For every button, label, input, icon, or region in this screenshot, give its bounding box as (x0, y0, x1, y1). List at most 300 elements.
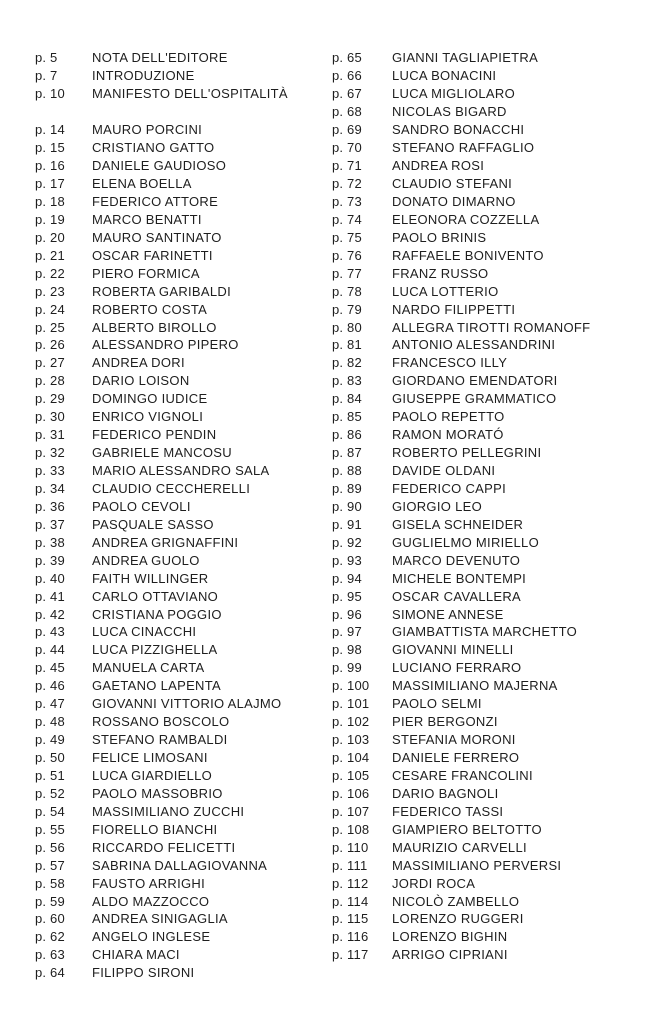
toc-entry-name: FELICE LIMOSANI (92, 750, 208, 766)
toc-entry-page-number: p. 50 (35, 750, 65, 766)
toc-entry-page-number: p. 70 (332, 140, 362, 156)
toc-entry-page-number: p. 71 (332, 158, 362, 174)
toc-entry-name: ANDREA DORI (92, 355, 185, 371)
toc-entry-page-number: p. 102 (332, 714, 370, 730)
toc-entry (35, 802, 288, 820)
toc-entry-page-number: p. 17 (35, 176, 65, 192)
toc-entry (35, 85, 288, 103)
toc-entry-page-number: p. 65 (332, 50, 362, 66)
toc-entry-name: GIOVANNI VITTORIO ALAJMO (92, 696, 282, 712)
toc-entry-page-number: p. 86 (332, 427, 362, 443)
toc-entry-page-number: p. 83 (332, 373, 362, 389)
toc-entry-page-number: p. 73 (332, 193, 362, 209)
toc-entry-page-number: p. 97 (332, 624, 362, 640)
toc-entry-name: LUCA PIZZIGHELLA (92, 642, 218, 658)
toc-entry-page-number: p. 93 (332, 552, 362, 568)
toc-entry-name: PIERO FORMICA (92, 265, 200, 281)
toc-entry-page-number: p. 78 (332, 283, 362, 299)
toc-entry (35, 874, 288, 892)
toc-entry-page-number: p. 81 (332, 337, 362, 353)
toc-entry-page-number: p. 89 (332, 480, 362, 496)
toc-entry (35, 210, 288, 228)
toc-entry (332, 246, 590, 264)
toc-entry (332, 426, 590, 444)
toc-entry-name: MARCO BENATTI (92, 211, 202, 227)
toc-entry (35, 910, 288, 928)
toc-entry (35, 300, 288, 318)
toc-entry-page-number: p. 101 (332, 696, 370, 712)
toc-entry (332, 515, 590, 533)
toc-entry (332, 228, 590, 246)
toc-entry-page-number: p. 100 (332, 678, 370, 694)
toc-entry (35, 838, 288, 856)
toc-entry-name: RAMON MORATÓ (392, 427, 504, 443)
toc-entry-name: DAVIDE OLDANI (392, 463, 496, 479)
toc-entry (332, 731, 590, 749)
toc-entry (332, 784, 590, 802)
toc-entry (35, 408, 288, 426)
toc-entry-name: MARCO DEVENUTO (392, 552, 521, 568)
toc-entry (332, 587, 590, 605)
toc-entry (35, 390, 288, 408)
toc-entry-name: GIORDANO EMENDATORI (392, 373, 558, 389)
toc-entry-page-number: p. 36 (35, 498, 65, 514)
toc-entry-name: ROBERTO COSTA (92, 301, 208, 317)
toc-entry-page-number: p. 60 (35, 911, 65, 927)
toc-entry-name: STEFANO RAFFAGLIO (392, 140, 535, 156)
toc-entry-page-number: p. 111 (332, 857, 368, 873)
toc-entry (332, 802, 590, 820)
toc-entry-page-number: p. 108 (332, 821, 370, 837)
toc-entry (35, 892, 288, 910)
toc-entry-page-number: p. 103 (332, 732, 370, 748)
toc-entry-name: PASQUALE SASSO (92, 516, 214, 532)
toc-entry-name: FEDERICO TASSI (392, 803, 504, 819)
toc-entry-name: ROSSANO BOSCOLO (92, 714, 230, 730)
toc-entry-name: DARIO LOISON (92, 373, 190, 389)
toc-entry-page-number: p. 44 (35, 642, 65, 658)
toc-entry-name: MASSIMILIANO MAJERNA (392, 678, 558, 694)
toc-entry-name: MASSIMILIANO ZUCCHI (92, 803, 245, 819)
toc-entry-name: MICHELE BONTEMPI (392, 570, 527, 586)
toc-entry-name: ENRICO VIGNOLI (92, 409, 204, 425)
toc-entry-name: MAURO PORCINI (92, 122, 203, 138)
toc-entry (332, 103, 590, 121)
toc-entry (332, 605, 590, 623)
toc-entry-page-number: p. 45 (35, 660, 65, 676)
toc-entry (332, 354, 590, 372)
toc-entry (332, 175, 590, 193)
toc-entry-page-number: p. 22 (35, 265, 65, 281)
toc-entry-name: ELENA BOELLA (92, 176, 192, 192)
toc-entry (332, 336, 590, 354)
toc-entry-name: GIAMPIERO BELTOTTO (392, 821, 542, 837)
toc-entry (35, 623, 288, 641)
toc-entry-name: NICOLAS BIGARD (392, 104, 507, 120)
toc-entry-page-number: p. 95 (332, 588, 362, 604)
toc-entry-page-number: p. 55 (35, 821, 65, 837)
toc-entry-page-number: p. 98 (332, 642, 362, 658)
toc-entry-name: ANGELO INGLESE (92, 929, 211, 945)
toc-entry-page-number: p. 19 (35, 211, 65, 227)
toc-entry (35, 784, 288, 802)
toc-entry (332, 390, 590, 408)
toc-entry-name: STEFANO RAMBALDI (92, 732, 228, 748)
toc-entry-page-number: p. 88 (332, 463, 362, 479)
toc-entry-name: FEDERICO CAPPI (392, 480, 506, 496)
toc-entry (35, 605, 288, 623)
toc-entry-page-number: p. 94 (332, 570, 362, 586)
toc-entry-name: FAITH WILLINGER (92, 570, 209, 586)
toc-entry-name: ELEONORA COZZELLA (392, 211, 540, 227)
toc-entry-name: PAOLO SELMI (392, 696, 482, 712)
toc-entry-name: RICCARDO FELICETTI (92, 839, 236, 855)
toc-entry-name: MARIO ALESSANDRO SALA (92, 463, 270, 479)
toc-entry-page-number: p. 29 (35, 391, 65, 407)
toc-entry (332, 767, 590, 785)
toc-entry-page-number: p. 37 (35, 516, 65, 532)
toc-entry-name: GABRIELE MANCOSU (92, 445, 232, 461)
toc-entry (332, 85, 590, 103)
toc-entry-page-number: p. 57 (35, 857, 65, 873)
toc-entry-name: GIORGIO LEO (392, 498, 482, 514)
toc-entry-name: CHIARA MACI (92, 947, 180, 963)
toc-entry-name: CLAUDIO STEFANI (392, 176, 513, 192)
toc-entry-name: OSCAR CAVALLERA (392, 588, 522, 604)
toc-entry-name: ARRIGO CIPRIANI (392, 947, 508, 963)
toc-entry (35, 515, 288, 533)
toc-entry (35, 695, 288, 713)
toc-entry-name: ANDREA GRIGNAFFINI (92, 534, 239, 550)
toc-entry-page-number: p. 110 (332, 839, 369, 855)
toc-entry (35, 964, 288, 982)
toc-entry (332, 928, 590, 946)
toc-entry (35, 157, 288, 175)
toc-entry-name: SIMONE ANNESE (392, 606, 504, 622)
toc-entry-page-number: p. 5 (35, 50, 58, 66)
toc-entry-name: GIUSEPPE GRAMMATICO (392, 391, 557, 407)
toc-entry-page-number: p. 75 (332, 229, 362, 245)
toc-entry-page-number: p. 90 (332, 498, 362, 514)
toc-entry (35, 462, 288, 480)
toc-column-left (35, 49, 288, 982)
toc-entry-page-number: p. 46 (35, 678, 65, 694)
toc-entry-page-number: p. 117 (332, 947, 369, 963)
toc-entry-page-number: p. 74 (332, 211, 362, 227)
toc-entry-page-number: p. 107 (332, 803, 370, 819)
toc-entry-page-number: p. 49 (35, 732, 65, 748)
toc-entry-page-number: p. 116 (332, 929, 369, 945)
toc-entry (332, 300, 590, 318)
toc-entry-name: MANIFESTO DELL'OSPITALITÀ (92, 86, 288, 102)
toc-entry (332, 372, 590, 390)
toc-entry-page-number: p. 7 (35, 68, 58, 84)
toc-entry (332, 318, 590, 336)
toc-entry-name: NICOLÒ ZAMBELLO (392, 893, 520, 909)
toc-entry-name: CRISTIANA POGGIO (92, 606, 222, 622)
toc-entry-page-number: p. 18 (35, 193, 65, 209)
toc-entry (35, 767, 288, 785)
toc-entry-name: DOMINGO IUDICE (92, 391, 208, 407)
toc-entry (332, 551, 590, 569)
toc-entry-name: JORDI ROCA (392, 875, 476, 891)
toc-entry (35, 587, 288, 605)
toc-entry-name: INTRODUZIONE (92, 68, 195, 84)
toc-entry-page-number: p. 28 (35, 373, 65, 389)
toc-entry (35, 49, 288, 67)
toc-entry-page-number: p. 48 (35, 714, 65, 730)
toc-entry-name: LUCIANO FERRARO (392, 660, 522, 676)
toc-entry-page-number: p. 27 (35, 355, 65, 371)
toc-entry-name: ANDREA ROSI (392, 158, 485, 174)
toc-entry-name: LORENZO RUGGERI (392, 911, 524, 927)
toc-entry (35, 175, 288, 193)
toc-entry-name: ROBERTO PELLEGRINI (392, 445, 542, 461)
toc-entry-page-number: p. 115 (332, 911, 369, 927)
toc-entry-name: PAOLO MASSOBRIO (92, 785, 223, 801)
toc-entry (35, 641, 288, 659)
toc-entry (35, 480, 288, 498)
toc-entry (332, 820, 590, 838)
toc-entry-name: STEFANIA MORONI (392, 732, 516, 748)
toc-entry (332, 623, 590, 641)
toc-column-right (332, 49, 590, 964)
toc-entry-name: RAFFAELE BONIVENTO (392, 247, 544, 263)
toc-entry-page-number: p. 25 (35, 319, 65, 335)
toc-entry (332, 659, 590, 677)
toc-entry-name: PAOLO BRINIS (392, 229, 487, 245)
toc-entry-page-number: p. 52 (35, 785, 65, 801)
toc-entry-page-number: p. 38 (35, 534, 65, 550)
toc-entry-name: MANUELA CARTA (92, 660, 205, 676)
toc-entry-page-number: p. 33 (35, 463, 65, 479)
toc-entry (332, 749, 590, 767)
toc-entry-name: LORENZO BIGHIN (392, 929, 508, 945)
toc-entry-page-number: p. 79 (332, 301, 362, 317)
toc-entry-name: FRANCESCO ILLY (392, 355, 508, 371)
toc-entry (332, 444, 590, 462)
toc-entry-page-number: p. 32 (35, 445, 65, 461)
toc-entry (35, 659, 288, 677)
toc-entry-page-number: p. 39 (35, 552, 65, 568)
toc-entry-page-number: p. 24 (35, 301, 65, 317)
toc-entry-page-number: p. 23 (35, 283, 65, 299)
toc-entry-page-number: p. 40 (35, 570, 65, 586)
toc-entry-page-number: p. 69 (332, 122, 362, 138)
toc-entry (332, 695, 590, 713)
toc-entry-page-number: p. 72 (332, 176, 362, 192)
toc-entry (35, 551, 288, 569)
toc-entry-name: FRANZ RUSSO (392, 265, 489, 281)
toc-entry-page-number: p. 64 (35, 965, 65, 981)
toc-entry-name: FILIPPO SIRONI (92, 965, 195, 981)
toc-entry-page-number: p. 68 (332, 104, 362, 120)
toc-entry (332, 874, 590, 892)
toc-entry-page-number: p. 91 (332, 516, 362, 532)
toc-entry-name: ALDO MAZZOCCO (92, 893, 210, 909)
toc-entry (35, 246, 288, 264)
toc-entry-page-number: p. 67 (332, 86, 362, 102)
toc-entry-name: CLAUDIO CECCHERELLI (92, 480, 251, 496)
toc-entry (332, 157, 590, 175)
toc-entry (35, 713, 288, 731)
toc-entry-page-number: p. 43 (35, 624, 65, 640)
toc-entry-page-number: p. 92 (332, 534, 362, 550)
toc-entry-name: NOTA DELL'EDITORE (92, 50, 228, 66)
toc-entry (35, 856, 288, 874)
toc-entry-name: FEDERICO PENDIN (92, 427, 217, 443)
toc-entry (332, 677, 590, 695)
toc-entry-page-number: p. 54 (35, 803, 65, 819)
toc-entry-name: CARLO OTTAVIANO (92, 588, 219, 604)
toc-entry (35, 372, 288, 390)
toc-entry (332, 67, 590, 85)
toc-entry (332, 497, 590, 515)
toc-entry (332, 49, 590, 67)
toc-entry (332, 641, 590, 659)
toc-entry-page-number: p. 82 (332, 355, 362, 371)
toc-entry (332, 121, 590, 139)
toc-entry (35, 67, 288, 85)
toc-entry-name: ANDREA SINIGAGLIA (92, 911, 228, 927)
toc-entry (332, 946, 590, 964)
toc-entry-page-number: p. 105 (332, 767, 370, 783)
toc-entry-page-number: p. 58 (35, 875, 65, 891)
toc-entry-name: GAETANO LAPENTA (92, 678, 221, 694)
toc-entry (332, 892, 590, 910)
toc-entry-page-number: p. 30 (35, 409, 65, 425)
toc-entry-page-number: p. 87 (332, 445, 362, 461)
toc-entry-page-number: p. 63 (35, 947, 65, 963)
toc-entry (35, 139, 288, 157)
toc-entry (35, 749, 288, 767)
toc-entry-name: GIAMBATTISTA MARCHETTO (392, 624, 578, 640)
toc-entry (332, 713, 590, 731)
toc-entry-name: CRISTIANO GATTO (92, 140, 215, 156)
toc-entry-page-number: p. 77 (332, 265, 362, 281)
toc-entry (35, 497, 288, 515)
toc-entry-page-number: p. 41 (35, 588, 65, 604)
toc-entry-name: ALBERTO BIROLLO (92, 319, 217, 335)
toc-entry (35, 569, 288, 587)
toc-entry-name: ALESSANDRO PIPERO (92, 337, 239, 353)
toc-entry-name: PAOLO CEVOLI (92, 498, 191, 514)
toc-entry-page-number: p. 31 (35, 427, 65, 443)
toc-entry (35, 928, 288, 946)
toc-entry (332, 462, 590, 480)
toc-entry-name: GIOVANNI MINELLI (392, 642, 514, 658)
toc-entry-page-number: p. 84 (332, 391, 362, 407)
toc-entry-page-number: p. 96 (332, 606, 362, 622)
toc-entry (35, 731, 288, 749)
toc-entry (332, 480, 590, 498)
toc-entry-page-number: p. 47 (35, 696, 65, 712)
toc-entry-page-number: p. 104 (332, 750, 370, 766)
toc-entry-page-number: p. 85 (332, 409, 362, 425)
toc-entry-name: FIORELLO BIANCHI (92, 821, 218, 837)
toc-entry (332, 264, 590, 282)
toc-entry (332, 838, 590, 856)
toc-entry-name: ALLEGRA TIROTTI ROMANOFF (392, 319, 591, 335)
toc-entry (35, 820, 288, 838)
toc-entry-name: MAURO SANTINATO (92, 229, 222, 245)
toc-entry (332, 569, 590, 587)
toc-entry (35, 228, 288, 246)
toc-entry-page-number: p. 99 (332, 660, 362, 676)
toc-entry-name: LUCA GIARDIELLO (92, 767, 213, 783)
toc-entry (35, 444, 288, 462)
toc-entry-name: LUCA BONACINI (392, 68, 497, 84)
toc-entry-name: CESARE FRANCOLINI (392, 767, 533, 783)
toc-entry-name: ROBERTA GARIBALDI (92, 283, 231, 299)
toc-entry-name: PAOLO REPETTO (392, 409, 505, 425)
toc-entry (35, 264, 288, 282)
toc-entry (332, 282, 590, 300)
toc-entry-name: NARDO FILIPPETTI (392, 301, 516, 317)
toc-entry (35, 426, 288, 444)
toc-entry-name: DONATO DIMARNO (392, 193, 516, 209)
toc-entry-page-number: p. 10 (35, 86, 65, 102)
toc-entry (35, 336, 288, 354)
toc-entry-name: SANDRO BONACCHI (392, 122, 525, 138)
toc-entry-name: ANDREA GUOLO (92, 552, 200, 568)
toc-entry (35, 354, 288, 372)
toc-entry-page-number: p. 20 (35, 229, 65, 245)
toc-entry-page-number: p. 56 (35, 839, 65, 855)
toc-entry (35, 121, 288, 139)
toc-entry-page-number: p. 76 (332, 247, 362, 263)
toc-entry-name: MASSIMILIANO PERVERSI (392, 857, 562, 873)
toc-entry-name: OSCAR FARINETTI (92, 247, 213, 263)
toc-entry (332, 139, 590, 157)
toc-entry-name: LUCA LOTTERIO (392, 283, 499, 299)
toc-entry-name: GIANNI TAGLIAPIETRA (392, 50, 539, 66)
toc-entry (332, 533, 590, 551)
toc-entry-page-number: p. 66 (332, 68, 362, 84)
toc-entry-page-number: p. 106 (332, 785, 370, 801)
toc-entry (332, 193, 590, 211)
toc-entry-name: DARIO BAGNOLI (392, 785, 499, 801)
toc-entry-page-number: p. 62 (35, 929, 65, 945)
toc-entry (35, 946, 288, 964)
toc-entry-name: PIER BERGONZI (392, 714, 498, 730)
toc-entry (332, 408, 590, 426)
toc-entry-page-number: p. 21 (35, 247, 65, 263)
toc-entry-name: GUGLIELMO MIRIELLO (392, 534, 539, 550)
toc-entry-page-number: p. 80 (332, 319, 362, 335)
toc-entry-page-number: p. 34 (35, 480, 65, 496)
toc-entry (35, 533, 288, 551)
toc-entry (35, 193, 288, 211)
toc-entry (35, 677, 288, 695)
toc-entry-name: FAUSTO ARRIGHI (92, 875, 206, 891)
toc-entry-page-number: p. 26 (35, 337, 65, 353)
toc-entry-name: MAURIZIO CARVELLI (392, 839, 527, 855)
toc-entry (332, 210, 590, 228)
toc-entry-page-number: p. 14 (35, 122, 65, 138)
toc-entry-page-number: p. 114 (332, 893, 369, 909)
toc-entry-name: FEDERICO ATTORE (92, 193, 219, 209)
toc-entry-page-number: p. 51 (35, 767, 65, 783)
toc-entry-page-number: p. 15 (35, 140, 65, 156)
toc-entry-page-number: p. 59 (35, 893, 65, 909)
toc-entry-name: GISELA SCHNEIDER (392, 516, 524, 532)
toc-entry-name: ANTONIO ALESSANDRINI (392, 337, 556, 353)
toc-entry-name: DANIELE FERRERO (392, 750, 520, 766)
toc-entry-page-number: p. 112 (332, 875, 369, 891)
toc-entry-page-number: p. 16 (35, 158, 65, 174)
toc-entry (332, 910, 590, 928)
